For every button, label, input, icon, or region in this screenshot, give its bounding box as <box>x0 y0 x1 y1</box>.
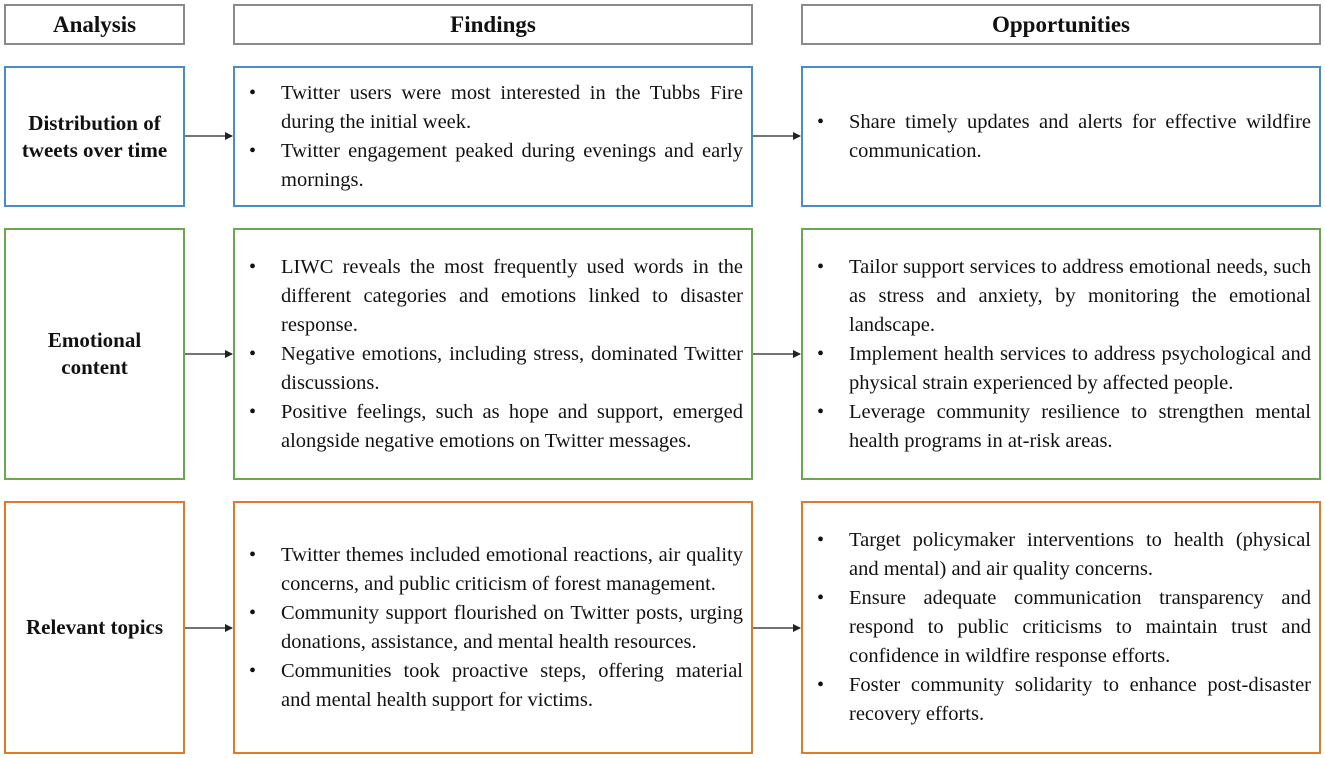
opportunities-item: • Target policymaker interventions to health (physical and mental) and air quality concerns. <box>803 526 1319 584</box>
analysis-label-line: Emotional <box>47 328 142 352</box>
analysis-label-line: Relevant topics <box>25 615 164 639</box>
findings-item: • Negative emotions, including stress, dominated Twitter discussions. <box>235 340 751 398</box>
findings-item: • Communities took proactive steps, offering material and mental health support for victims. <box>235 657 751 715</box>
opportunities-item: • Tailor support services to address emotional needs, such as stress and anxiety, by monitoring the emotional landscape. <box>803 253 1319 340</box>
findings-item: • LIWC reveals the most frequently used words in the different categories and emotions linked to disaster response. <box>235 253 751 340</box>
findings-item: • Community support flourished on Twitter posts, urging donations, assistance, and mental health resources. <box>235 599 751 657</box>
opportunities-header: Opportunities <box>801 4 1321 45</box>
opportunities-item: • Share timely updates and alerts for effective wildfire communication. <box>803 108 1319 166</box>
findings-item: • Twitter themes included emotional reactions, air quality concerns, and public criticism of forest management. <box>235 541 751 599</box>
analysis-header: Analysis <box>4 4 185 45</box>
findings-item: • Twitter users were most interested in the Tubbs Fire during the initial week. <box>235 79 751 137</box>
findings-item: • Twitter engagement peaked during evenings and early mornings. <box>235 137 751 195</box>
analysis-label-line: content <box>61 355 128 379</box>
findings-item: • Positive feelings, such as hope and support, emerged alongside negative emotions on Twitter messages. <box>235 398 751 456</box>
opportunities-item: • Implement health services to address psychological and physical strain experienced by affected people. <box>803 340 1319 398</box>
analysis-label-line: tweets over time <box>21 137 168 162</box>
opportunities-item: • Foster community solidarity to enhance post-disaster recovery efforts. <box>803 671 1319 729</box>
analysis-label-line: Distribution of <box>28 110 161 135</box>
findings-header: Findings <box>233 4 753 45</box>
opportunities-item: • Ensure adequate communication transparency and respond to public criticisms to maintain trust and confidence in wildfire response efforts. <box>803 584 1319 671</box>
opportunities-item: • Leverage community resilience to strengthen mental health programs in at-risk areas. <box>803 398 1319 456</box>
